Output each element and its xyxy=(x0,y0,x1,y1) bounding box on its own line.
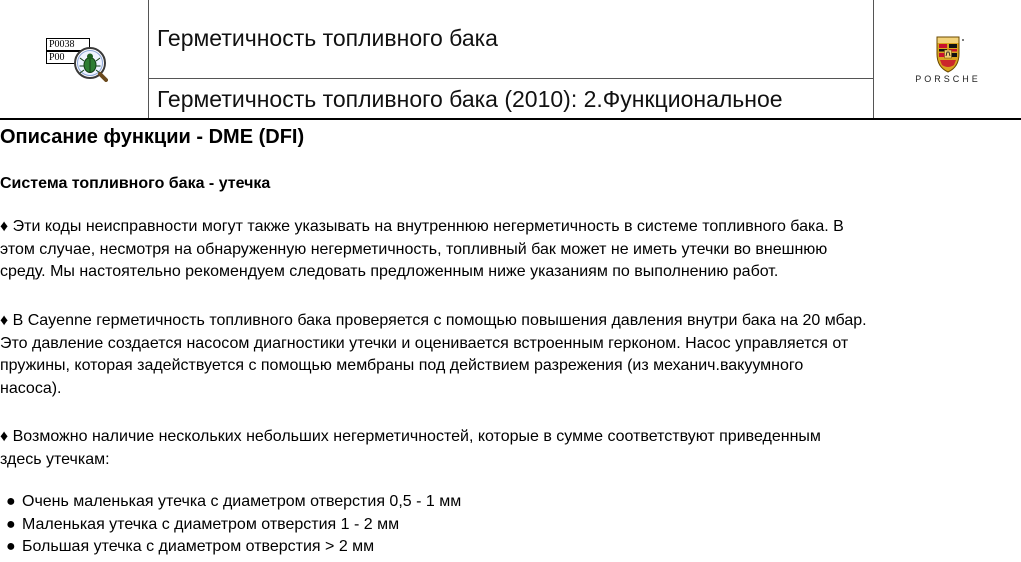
header-subtitle-row xyxy=(149,79,873,118)
paragraph-line: ♦ В Cayenne герметичность топливного бака проверяется с помощью повышения давления внутри бака на 20 мбар. xyxy=(0,312,867,329)
section-title: Система топливного бака - утечка xyxy=(0,175,271,192)
porsche-wordmark: PORSCHE xyxy=(915,74,981,84)
bullet-list xyxy=(6,491,461,559)
paragraph-line: ♦ Возможно наличие нескольких небольших негерметичностей, которые в сумме соответствуют приведенным xyxy=(0,428,821,445)
list-item xyxy=(6,491,461,514)
document-title: Описание функции - DME (DFI) xyxy=(0,126,305,148)
list-item xyxy=(6,536,461,559)
paragraph-line: ♦ Эти коды неисправности могут также указывать на внутреннюю негерметичность в системе топливного бака. В xyxy=(0,218,844,235)
paragraph-line: этом случае, несмотря на обнаруженную негерметичность, топливный бак может не иметь утечки во внешнюю xyxy=(0,240,828,258)
header-title-block xyxy=(149,0,873,118)
paragraph-line: здесь утечкам: xyxy=(0,450,110,468)
bullet-icon: ● xyxy=(6,493,16,510)
header-logo-cell xyxy=(873,0,1021,118)
magnifier-bug-icon xyxy=(46,38,108,82)
fault-code-card: P00 xyxy=(46,51,90,64)
paragraph-line: пружины, которая задействуется с помощью мембраны под действием разрежения (из механич.вакуумного xyxy=(0,357,804,374)
paragraph xyxy=(0,426,1021,471)
list-item xyxy=(6,514,461,537)
header-title: Герметичность топливного бака xyxy=(157,25,498,51)
fault-code-card: P0038 xyxy=(46,38,90,51)
paragraph-line: Это давление создается насосом диагностики утечки и оценивается встроенным герконом. Насос управляется от xyxy=(0,334,849,352)
list-item-text: Очень маленькая утечка с диаметром отверстия 0,5 - 1 мм xyxy=(22,493,462,510)
list-item-text: Маленькая утечка с диаметром отверстия 1 - 2 мм xyxy=(22,515,400,533)
header-subtitle: Герметичность топливного бака (2010): 2.Функциональное xyxy=(157,86,783,112)
header-icon-cell xyxy=(0,0,149,118)
fault-code-bug-icon xyxy=(46,38,108,82)
paragraph-line: среду. Мы настоятельно рекомендуем следовать предложенным ниже указаниям по выполнению работ. xyxy=(0,263,779,280)
paragraph-line: насоса). xyxy=(0,379,62,397)
porsche-crest-icon xyxy=(902,34,994,74)
paragraph xyxy=(0,310,1021,400)
bullet-icon: ● xyxy=(6,515,16,533)
bullet-icon: ● xyxy=(6,538,16,555)
porsche-logo xyxy=(902,34,994,86)
paragraph xyxy=(0,216,1021,284)
list-item-text: Большая утечка с диаметром отверстия > 2 мм xyxy=(22,538,375,555)
header-title-row xyxy=(149,0,873,79)
document-header xyxy=(0,0,1021,120)
